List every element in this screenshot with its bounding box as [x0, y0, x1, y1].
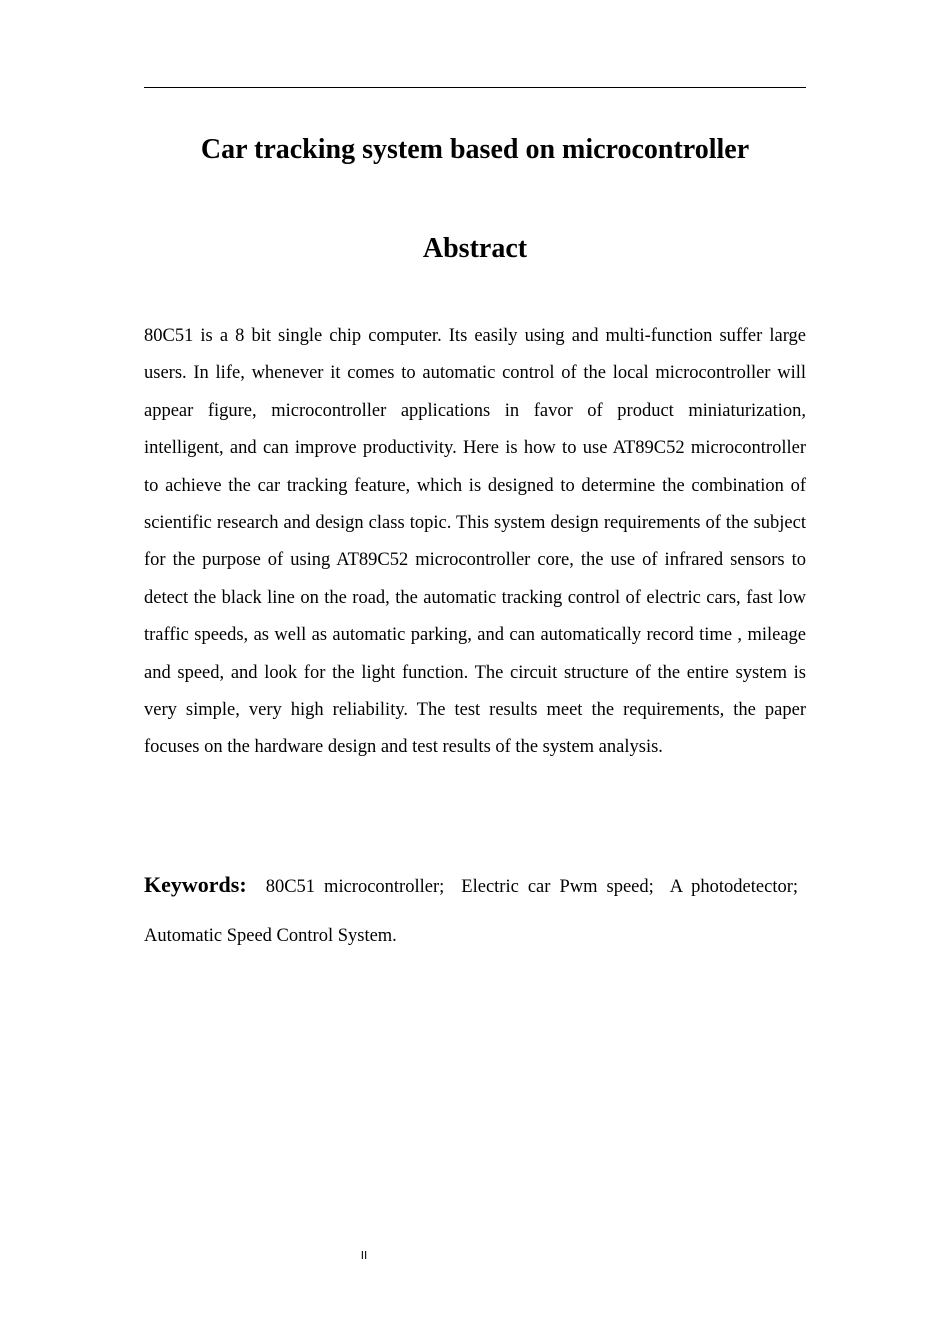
- keywords-label: Keywords:: [144, 872, 247, 897]
- keyword-item: A photodetector;: [669, 877, 799, 897]
- page-number: II: [360, 1249, 368, 1262]
- abstract-heading: Abstract: [422, 233, 528, 264]
- paper-title: Car tracking system based on microcontroller: [200, 134, 750, 165]
- abstract-body: 80C51 is a 8 bit single chip computer. Its easily using and multi-function suffer large users. In life, whenever it comes to automatic control of the local microcontroller will appear figure, microcontroller applications in favor of product miniaturization, intelligent, and can improve productivity. Here is how to use AT89C52 microcontroller to achieve the car tracking feature, which is designed to determine the combination of scientific research and design class topic. This system design requirements of the subject for the purpose of using AT89C52 microcontroller core, the use of infrared sensors to detect the black line on the road, the automatic tracking control of electric cars, fast low traffic speeds, as well as automatic parking, and can automatically record time , mileage and speed, and look for the light function. The circuit structure of the entire system is very simple, very high reliability. The test results meet the requirements, the paper focuses on the hardware design and test results of the system analysis.: [144, 326, 806, 758]
- keywords-section: [144, 860, 806, 961]
- header-rule: [144, 87, 806, 88]
- keyword-item: 80C51 microcontroller;: [265, 877, 445, 897]
- keyword-item: Electric car Pwm speed;: [461, 877, 654, 897]
- keyword-item: Automatic Speed Control System.: [144, 926, 397, 946]
